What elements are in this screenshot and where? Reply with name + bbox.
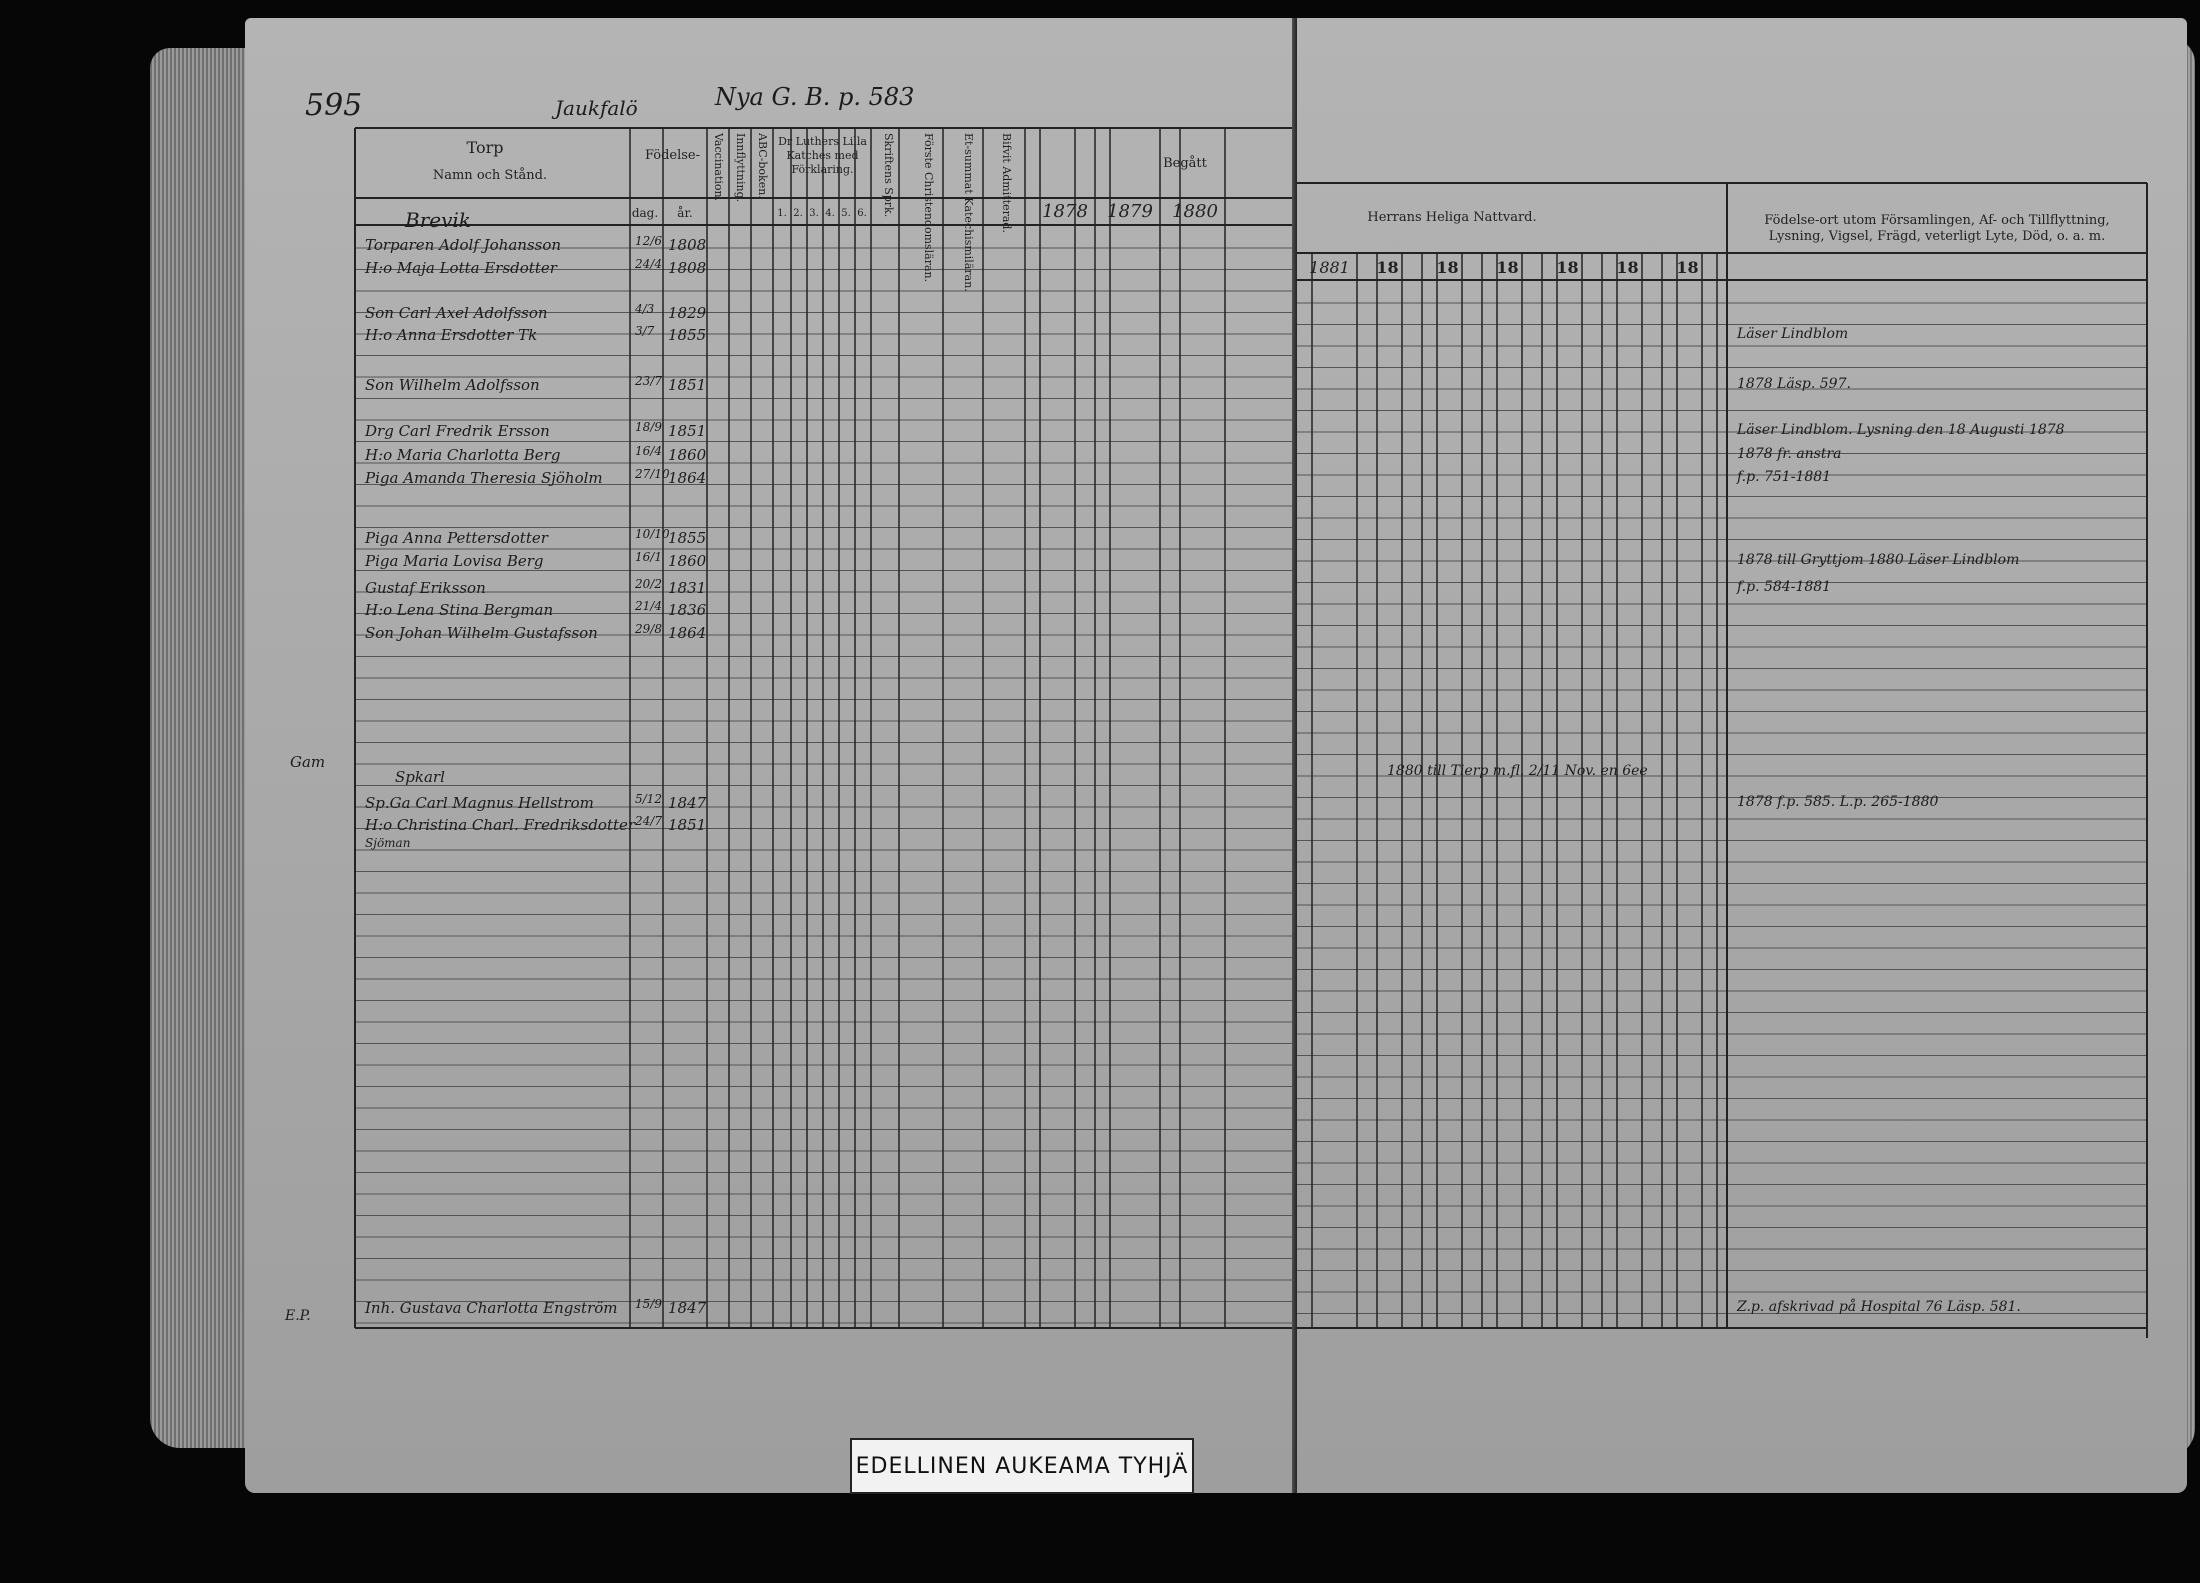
- header-k3: 3.: [809, 208, 819, 219]
- header-fodelse: Födelse-: [644, 148, 701, 163]
- year-col-6: 18: [1436, 258, 1459, 277]
- entry-name: H:o Maja Lotta Ersdotter: [365, 259, 557, 277]
- entry-day: 24/7: [635, 814, 662, 828]
- left-page: [245, 18, 1297, 1493]
- entry-name: Gustaf Eriksson: [365, 579, 486, 597]
- entry-name: Piga Maria Lovisa Berg: [365, 552, 544, 570]
- header-k1: 1.: [777, 208, 787, 219]
- header-vaccination: Vaccination.: [712, 133, 725, 202]
- entry-name: H:o Maria Charlotta Berg: [365, 446, 561, 464]
- margin-note-ep: E.P.: [285, 1308, 311, 1324]
- entry-year: 1808: [668, 259, 707, 277]
- page-number: 595: [305, 88, 363, 123]
- entry-note: f.p. 584-1881: [1737, 579, 1832, 595]
- entry-name: H:o Anna Ersdotter Tk: [365, 326, 538, 344]
- header-skriftens: Skriftens Sprk.: [882, 133, 895, 218]
- entry-year: 1860: [668, 552, 707, 570]
- entry-day: 21/4: [635, 599, 662, 613]
- entry-name: Piga Anna Pettersdotter: [365, 529, 548, 547]
- header-k2: 2.: [793, 208, 803, 219]
- entry-year: 1864: [668, 469, 707, 487]
- entry-note: 1878 Läsp. 597.: [1737, 376, 1851, 392]
- entry-name: Piga Amanda Theresia Sjöholm: [365, 469, 603, 487]
- header-fodelse-ort: Födelse-ort utom Församlingen, Af- och Tillflyttning, Lysning, Vigsel, Frägd, veterligt Lyte, Död, o. a. m.: [1764, 213, 2110, 245]
- entry-note: 1878 f.p. 585. L.p. 265-1880: [1737, 794, 1939, 810]
- header-k4: 4.: [825, 208, 835, 219]
- left-page-edges: [150, 48, 260, 1448]
- entry-day: 5/12: [635, 792, 662, 806]
- entry-day: 23/7: [635, 374, 662, 388]
- entry-day: 29/8: [635, 622, 662, 636]
- sheet-tag: EDELLINEN AUKEAMA TYHJÄ: [850, 1438, 1194, 1494]
- entry-note: Läser Lindblom: [1737, 326, 1849, 342]
- entry-day: 12/6: [635, 234, 662, 248]
- entry-name: Sp.Ga Carl Magnus Hellstrom: [365, 794, 594, 812]
- entry-year: 1855: [668, 326, 707, 344]
- margin-note-spkarl: Spkarl: [395, 768, 445, 786]
- margin-note-sjoman: Sjöman: [365, 836, 411, 850]
- year-1878: 1878: [1042, 201, 1088, 222]
- header-k5: 5.: [841, 208, 851, 219]
- entry-note: f.p. 751-1881: [1737, 469, 1832, 485]
- header-k6: 6.: [857, 208, 867, 219]
- header-begatt: Begått: [1163, 156, 1207, 171]
- entry-year: 1851: [668, 422, 707, 440]
- entry-year: 1847: [668, 794, 707, 812]
- section-heading: Brevik: [405, 208, 471, 232]
- entry-day: 18/9: [635, 420, 662, 434]
- entry-day: 27/10: [635, 467, 670, 481]
- entry-day: 10/10: [635, 527, 670, 541]
- year-col-9: 18: [1616, 258, 1639, 277]
- entry-day: 24/4: [635, 257, 662, 271]
- entry-name: H:o Lena Stina Bergman: [365, 601, 554, 619]
- year-col-10: 18: [1676, 258, 1699, 277]
- entry-name: Son Johan Wilhelm Gustafsson: [365, 624, 598, 642]
- entry-day: 16/4: [635, 444, 662, 458]
- entry-year: 1847: [668, 1299, 707, 1317]
- entry-name: Torparen Adolf Johansson: [365, 236, 562, 254]
- header-forste: Förste Christendomsläran.: [922, 133, 935, 283]
- year-1880: 1880: [1172, 201, 1218, 222]
- margin-note-gam: Gam: [290, 753, 326, 771]
- entry-year: 1808: [668, 236, 707, 254]
- header-ar: år.: [677, 206, 693, 220]
- parish-note: Jaukfalö: [555, 96, 638, 120]
- entry-year: 1860: [668, 446, 707, 464]
- entry-year: 1836: [668, 601, 707, 619]
- entry-year: 1851: [668, 816, 707, 834]
- year-col-8: 18: [1556, 258, 1579, 277]
- right-page: [1297, 18, 2187, 1493]
- year-1881: 1881: [1309, 258, 1350, 277]
- entry-note: Läser Lindblom. Lysning den 18 Augusti 1878: [1737, 422, 2065, 438]
- year-col-5: 18: [1376, 258, 1399, 277]
- entry-name: Drg Carl Fredrik Ersson: [365, 422, 550, 440]
- year-col-7: 18: [1496, 258, 1519, 277]
- entry-day: 4/3: [635, 302, 655, 316]
- entry-year: 1831: [668, 579, 707, 597]
- entry-day: 16/1: [635, 550, 662, 564]
- entry-day: 20/2: [635, 577, 662, 591]
- header-nattvard: Herrans Heliga Nattvard.: [1367, 210, 1537, 225]
- header-dag: dag.: [631, 206, 659, 220]
- entry-year: 1851: [668, 376, 707, 394]
- entry-note: 1878 till Gryttjom 1880 Läser Lindblom: [1737, 552, 2020, 568]
- year-1879: 1879: [1107, 201, 1153, 222]
- entry-name: Son Wilhelm Adolfsson: [365, 376, 540, 394]
- entry-note: Z.p. afskrivad på Hospital 76 Läsp. 581.: [1737, 1299, 2021, 1315]
- open-register-book: [150, 18, 2110, 1493]
- reference-note: Nya G. B. p. 583: [715, 83, 915, 111]
- header-sammandrag: Et-summat Katechismiläran.: [962, 133, 975, 292]
- header-namn: Namn och Stånd.: [432, 168, 548, 183]
- header-inflyttning: Innflyttning.: [734, 133, 747, 203]
- header-abc: ABC-boken.: [756, 133, 769, 199]
- header-torp: Torp: [466, 138, 504, 157]
- entry-note: 1878 fr. anstra: [1737, 446, 1842, 462]
- entry-name: Son Carl Axel Adolfsson: [365, 304, 548, 322]
- header-katechesis: Dr Luthers Lilla Katches med Förklaring.: [778, 135, 867, 176]
- entry-year: 1829: [668, 304, 707, 322]
- entry-day: 15/9: [635, 1297, 662, 1311]
- entry-year: 1864: [668, 624, 707, 642]
- entry-name: Inh. Gustava Charlotta Engström: [365, 1299, 618, 1317]
- nattvard-note: 1880 till Tierp m.fl. 2/11 Nov. en 6ee: [1387, 763, 1648, 779]
- header-bifvit: Bifvit Admitterad.: [1000, 133, 1013, 233]
- entry-name: H:o Christina Charl. Fredriksdotter: [365, 816, 636, 834]
- entry-year: 1855: [668, 529, 707, 547]
- entry-day: 3/7: [635, 324, 655, 338]
